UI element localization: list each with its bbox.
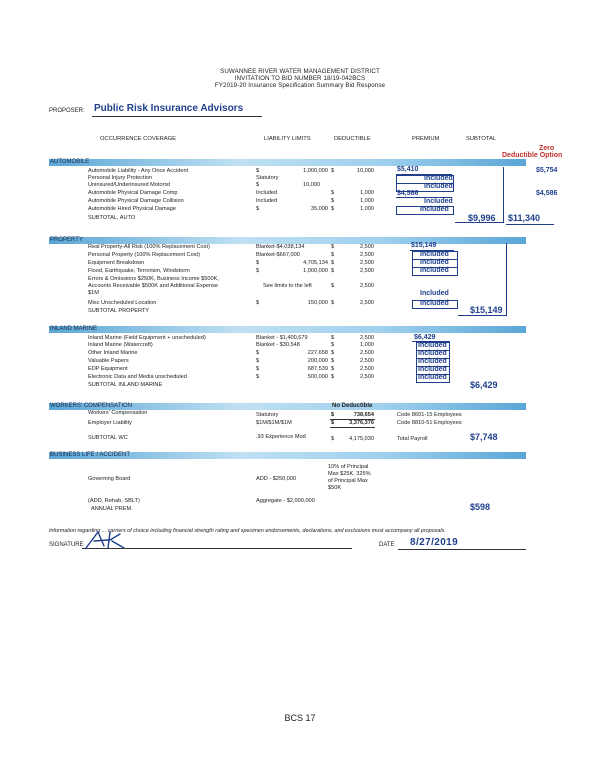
inland-row-1-ded: 2,500 [360,335,374,341]
prop-row-1-ded: 2,500 [360,244,374,250]
wc-row-2-dcur: $ [331,420,335,426]
prop-row-4-limit: 1,000,000 [303,268,328,274]
section-band-automobile [49,159,526,166]
zero-total-underline [506,224,554,225]
auto-row-5-ded: 1,000 [360,198,374,204]
prop-row-4-premium: Included [420,267,449,274]
col-limits: LIABILITY LIMITS [264,136,311,142]
business-ded-line-2: Max $25K, 325% [328,471,371,477]
wc-subtotal-limit: .93 Experience Mod [256,434,306,440]
auto-row-3-limit: 10,000 [303,182,321,188]
auto-row-1-dcur: $ [331,168,335,174]
prop-row-1-limit: Blanket-$4,038,134 [256,244,305,250]
auto-row-6-name: Automobile Hired Physical Damage [88,206,176,212]
date-label: DATE [379,542,395,548]
prop-row-3-name: Equipment Breakdown [88,260,145,266]
inland-row-1-name: Inland Marine (Field Equipment + unscheduled) [88,335,206,341]
prop-row-2-dcur: $ [331,252,335,258]
prop-row-3-premium: Included [420,259,449,266]
auto-subtotal: $9,996 [468,213,496,223]
prop-row-2-premium: Included [420,251,449,258]
inland-row-4-ded: 2,500 [360,358,374,364]
prop-errors-ded: 2,500 [360,283,374,289]
auto-row-1-limit: 1,000,000 [303,168,328,174]
prop-errors-line-3: $1M [88,290,99,296]
col-subtotal: SUBTOTAL [466,136,497,142]
wc-row-1-limit: Statutory [256,412,279,418]
prop-row-3-cur: $ [256,260,260,266]
col-deductible: DEDUCTIBLE [334,136,371,142]
section-title-business: BUSINESS LIFE / ACCIDENT [50,452,131,458]
zero-value-2: $4,586 [536,190,558,197]
prop-misc-ded: 2,500 [360,300,374,306]
wc-row-2-limit: $1M/$1M/$1M [256,420,292,426]
prop-row-1-name: Real Property-All Risk (100% Replacement Cost) [88,244,210,250]
zero-value-1: $5,754 [536,167,558,174]
inland-row-6-ded: 2,500 [360,374,374,380]
signature-label: SIGNATURE [49,542,84,548]
business-ded-line-3: of Principal Max [328,478,368,484]
auto-row-3-name: Uninsured/Underinsured Motorist [88,182,171,188]
inland-row-3-limit: 227,658 [307,350,328,356]
auto-row-5-name: Automobile Physical Damage Collision [88,198,184,204]
wc-row-1-ded: 738,654 [353,412,374,418]
inland-row-1-premium: $6,429 [414,334,436,341]
section-title-wc: WORKERS' COMPENSATION [50,403,133,409]
inland-row-3-premium: Included [418,350,447,357]
auto-row-1-ded: 10,000 [356,168,374,174]
prop-errors-limit: See limits to the left [263,283,312,289]
business-ded-line-4: $50K [328,485,342,491]
proposer-underline [92,116,262,117]
inland-row-5-premium: Included [418,366,447,373]
auto-row-4-premium: $4,586 [397,190,419,197]
inland-row-6-cur: $ [256,374,260,380]
signature-image [84,528,128,552]
auto-row-6-limit: 35,000 [310,206,328,212]
wc-row-1-name: Workers' Compensation [88,410,148,416]
inland-row-4-premium: Included [418,358,447,365]
header-line-1: SUWANNEE RIVER WATER MANAGEMENT DISTRICT [220,68,380,75]
auto-row-6-dcur: $ [331,206,335,212]
date-value: 8/27/2019 [410,537,459,548]
inland-row-2-name: Inland Marine (Watercraft) [88,342,153,348]
auto-row-1-cur: $ [256,168,260,174]
auto-subtotal-label: SUBTOTAL, AUTO [88,215,136,221]
inland-row-4-name: Valuable Papers [88,358,129,364]
business-board-name: Governing Board [88,476,131,482]
page-number: BCS 17 [284,713,316,723]
inland-row-3-dcur: $ [331,350,335,356]
prop-row-2-ded: 2,500 [360,252,374,258]
wc-row-2-code: Code 8810-51 Employees [397,420,462,426]
section-band-inland [49,326,526,333]
prop-row-3-limit: 4,705,134 [303,260,328,266]
inland-row-2-premium: Included [418,342,447,349]
auto-row-3-cur: $ [256,182,260,188]
prop-row-4-cur: $ [256,268,260,274]
auto-row-1-premium: $5,410 [397,166,419,173]
auto-row-4-limit: Included [256,190,278,196]
zero-option-line-1: Zero [539,145,555,152]
prop-row-4-ded: 2,500 [360,268,374,274]
inland-row-4-cur: $ [256,358,260,364]
section-band-property [49,237,526,244]
inland-row-2-ded: 1,000 [360,342,374,348]
inland-row-1-dcur: $ [331,335,335,341]
prop-row-2-limit: Blanket-$667,000 [256,252,300,258]
inland-row-1-limit: Blanket - $1,400,679 [256,335,308,341]
auto-row-2-limit: Statutory [256,175,279,181]
business-add-name: (ADD, Rehab, SBLT) [88,498,140,504]
inland-row-3-cur: $ [256,350,260,356]
auto-row-5-premium: Included [424,198,453,205]
inland-row-3-name: Other Inland Marine [88,350,138,356]
inland-row-5-limit: 687,539 [307,366,328,372]
prop-row-4-dcur: $ [331,268,335,274]
prop-subtotal-label: SUBTOTAL PROPERTY [88,308,150,314]
wc-subtotal-label: SUBTOTAL WC [88,435,128,441]
prop-misc-dcur: $ [331,300,335,306]
prop-row-4-name: Flood, Earthquake, Terrorism, Windstorm [88,268,190,274]
wc-row-2-underline [330,427,375,428]
wc-no-deductible: No Deductible [332,403,373,409]
auto-row-6-premium: Included [420,206,449,213]
inland-row-6-limit: 500,000 [307,374,328,380]
section-title-automobile: AUTOMOBILE [50,159,90,165]
wc-row-2-ded: 3,376,376 [349,420,374,426]
prop-misc-name: Misc Unscheduled Location [88,300,157,306]
wc-subtotal: $7,748 [470,432,498,442]
wc-subtotal-ded: 4,175,030 [349,436,374,442]
auto-row-3-premium: Included [424,183,453,190]
auto-row-4-name: Automobile Physical Damage Comp [88,190,178,196]
auto-row-5-limit: Included [256,198,278,204]
prop-errors-premium: Included [420,290,449,297]
auto-row-6-cur: $ [256,206,260,212]
inland-row-6-name: Electronic Data and Media unscheduled [88,374,187,380]
header-line-3: FY2019-20 Insurance Specification Summary Bid Response [214,82,386,89]
inland-row-5-dcur: $ [331,366,335,372]
inland-row-4-dcur: $ [331,358,335,364]
auto-row-4-dcur: $ [331,190,335,196]
auto-row-2-name: Personal Injury Protection [88,175,153,181]
section-title-inland: INLAND MARINE [50,326,98,332]
inland-row-2-limit: Blanket - $30,548 [256,342,300,348]
prop-row-1-dcur: $ [331,244,335,250]
inland-row-6-dcur: $ [331,374,335,380]
auto-row-4-ded: 1,000 [360,190,374,196]
inland-row-2-dcur: $ [331,342,335,348]
footer-note: Information regarding ... carriers of choice including financial strength rating and specimen endorsements, declarations, and exclusions must accompany all proposals. [49,528,446,534]
col-coverage: OCCURRENCE COVERAGE [100,136,177,142]
section-band-wc [49,403,526,410]
auto-row-1-name: Automobile Liability - Any Once Accident [88,168,189,174]
business-annual-label: ANNUAL PREM. [91,506,133,512]
zero-value-total: $11,340 [508,213,541,223]
auto-row-2-premium: Included [424,175,453,182]
prop-errors-line-2: Accounts Receivable $500K and Additional Expense [88,283,218,289]
business-board-limit: ADD - $250,000 [256,476,297,482]
business-add-limit: Aggregate - $2,000,000 [256,498,315,504]
col-premium: PREMIUM [412,136,440,142]
business-annual: $598 [470,502,491,512]
wc-row-1-dcur: $ [331,412,335,418]
proposer-label: PROPOSER: [49,108,85,114]
wc-row-2-name: Employer Liability [88,420,132,426]
prop-errors-dcur: $ [331,283,335,289]
auto-subtotal-bracket [455,167,504,223]
inland-row-5-cur: $ [256,366,260,372]
wc-total-payroll: Total Payroll [397,436,428,442]
prop-row-2-name: Personal Property (100% Replacement Cost) [88,252,200,258]
auto-row-5-dcur: $ [331,198,335,204]
auto-row-6-ded: 1,000 [360,206,374,212]
prop-misc-premium: Included [420,300,449,307]
prop-subtotal: $15,149 [470,305,503,315]
inland-row-5-ded: 2,500 [360,366,374,372]
prop-errors-line-1: Errors & Omissions $250K, Business Income $500K, [88,276,219,282]
business-ded-line-1: 10% of Principal [328,464,369,470]
inland-subtotal-label: SUBTOTAL INLAND MARINE [88,382,163,388]
inland-row-4-limit: 200,000 [307,358,328,364]
prop-row-1-premium: $15,149 [411,242,437,249]
prop-misc-limit: 150,000 [307,300,328,306]
proposer-value: Public Risk Insurance Advisors [94,103,244,114]
date-line [398,549,526,550]
prop-row-3-dcur: $ [331,260,335,266]
section-title-property: PROPERTY [50,237,83,243]
wc-subtotal-dcur: $ [331,436,335,442]
prop-misc-cur: $ [256,300,260,306]
header-line-2: INVITATION TO BID NUMBER 18/19-042BCS [234,75,366,82]
wc-row-1-code: Code 8601-15 Employees [397,412,462,418]
prop-subtotal-bracket [458,243,507,316]
inland-subtotal: $6,429 [470,380,498,390]
inland-row-3-ded: 2,500 [360,350,374,356]
inland-row-5-name: EDP Equipment [88,366,128,372]
zero-option-line-2: Deductible Option [502,152,563,159]
inland-row-6-premium: Included [418,374,447,381]
prop-row-3-ded: 2,500 [360,260,374,266]
section-band-business [49,452,526,459]
